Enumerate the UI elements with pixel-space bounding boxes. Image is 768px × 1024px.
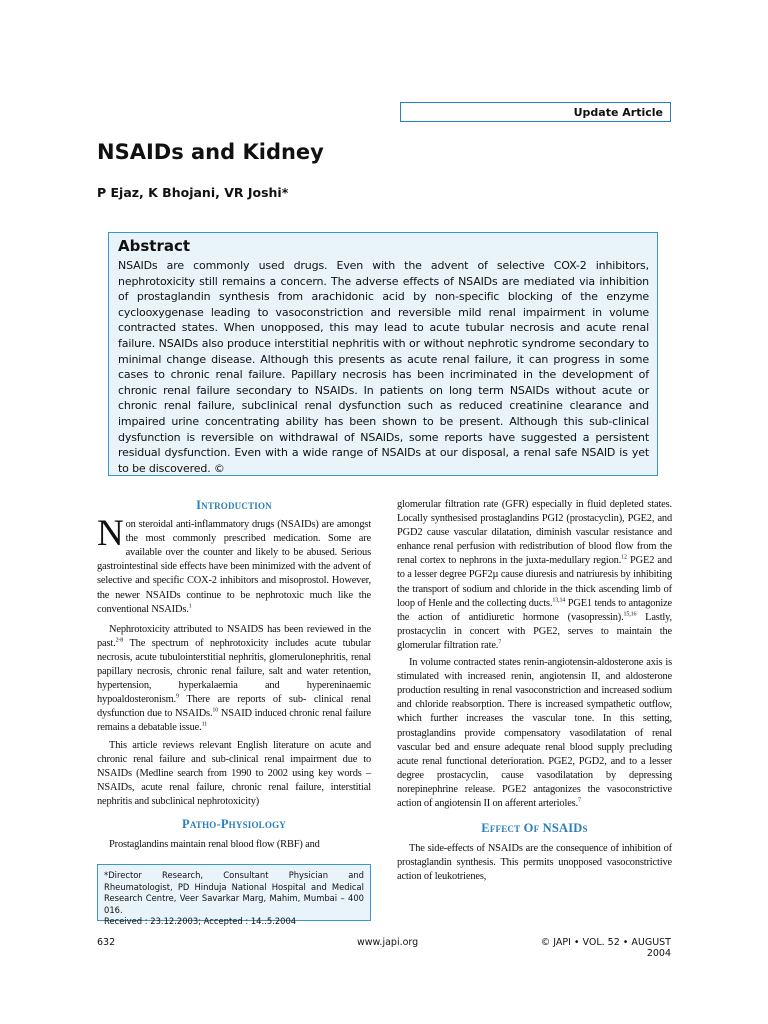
abstract-box [108, 232, 658, 476]
abstract-heading: Abstract [118, 237, 191, 255]
article-title: NSAIDs and Kidney [97, 140, 324, 164]
intro-paragraph-2 [97, 623, 371, 736]
citation-ref: 12 [621, 554, 627, 561]
citation-ref: 1 [188, 603, 192, 610]
intro-p1-text: on steroidal anti-inflammatory drugs (NSAIDs) are amongst the most commonly prescribed medication. Some are available over the counter and likely to be abused. Serious gastrointestinal side effects have been minimized with the advent of selective and specific COX-2 inhibitors and misoprostol. However, the newer NSAIDs continue to be nephrotoxic much like the conventional NSAIDs. [97, 519, 371, 615]
intro-p2-text-b: The spectrum of nephrotoxicity includes acute tubular necrosis, acute tubulointerstitial nephritis, glomerulonephritis, renal papillary necrosis, chronic renal failure, salt and water retention, hypertension, hyperkalaemia and hypereninaemic hypoaldosteronism. [97, 637, 371, 706]
citation-ref: 2-8 [115, 637, 124, 644]
citation-ref: 11 [201, 721, 208, 728]
patho-physiology-heading: Patho-Physiology [182, 816, 286, 831]
left-column [97, 498, 371, 852]
effect-paragraph-1: The side-effects of NSAIDs are the consequence of inhibition of prostaglandin synthesis. This permits unopposed vasoconstrictive action of leukotrienes, [397, 843, 672, 883]
citation-ref: 15,16 [623, 611, 637, 618]
right-p1-text-d: Lastly, prostacyclin in concert with PGE2, serves to maintain the glomerular filtration rate. [397, 611, 672, 651]
journal-citation: © JAPI • VOL. 52 • AUGUST 2004 [540, 937, 671, 959]
citation-ref: 7 [498, 639, 502, 646]
effect-of-nsaids-heading: Effect Of NSAIDs [481, 821, 588, 836]
intro-p2-text-d: NSAID induced chronic renal failure remains a debatable issue. [97, 708, 371, 734]
article-type-label: Update Article [400, 102, 671, 122]
citation-ref: 10 [212, 707, 219, 714]
right-p1-text-c: PGE1 tends to antagonize the action of antidiuretic hormone (vasopressin). [397, 597, 673, 623]
right-p2-text: In volume contracted states renin-angiotensin-aldosterone axis is stimulated with increased renin, angiotensin II, and aldosterone production resulting in renal vasoconstriction and increased sodium and chloride reabsorption. There is increased sympathetic outflow, which further increases the vascular tone. In this setting, prostaglandins provide compensatory vasodilatation of renal vascular bed and ensure adequate renal blood supply precluding acute renal functional deterioration. PGE2, PGD2, and to a lesser degree prostacyclin, cause vasodilatation by depressing norepinephrine release. PGE2 antagonizes the vasoconstrictive action of angiotensin II on afferent arterioles. [397, 657, 672, 809]
drop-cap: N [97, 513, 124, 555]
received-accepted-dates: Received : 23.12.2003; Accepted : 14..5.2004 [104, 916, 297, 926]
affiliation-box [97, 864, 371, 926]
journal-website: www.japi.org [357, 937, 419, 948]
right-paragraph-2 [397, 656, 672, 811]
citation-ref: 7 [578, 797, 581, 804]
right-p1-text-b: PGE2 and to a lesser degree PGF2µ cause diuresis and natriuresis by inhibiting the transport of sodium and chloride in the thick ascending limb of loop of Henle and the collecting ducts. [397, 555, 672, 609]
abstract-text: NSAIDs are commonly used drugs. Even with the advent of selective COX-2 inhibitors, nephrotoxicity still remains a concern. The adverse effects of NSAIDs are mediated via inhibition of prostaglandin synthesis from arachidonic acid by non-specific blocking of the enzyme cyclooxygenase leading to vasoconstriction and reversible mild renal impairment in volume contracted states. When unopposed, this may lead to acute tubular necrosis and acute renal failure. NSAIDs also produce interstitial nephritis with or without nephrotic syndrome secondary to minimal change disease. Although this presents as acute renal failure, it can progress in some cases to chronic renal failure. Papillary necrosis has been incriminated in the development of chronic renal failure secondary to NSAIDs. In patients on long term NSAIDs without acute or chronic renal failure, subclinical renal dysfunction such as reduced creatinine clearance and impaired urine concentrating ability has been shown to be present. Although this sub-clinical dysfunction is reversible on withdrawal of NSAIDs, some reports have suggested a persistent residual dysfunction. Even with a wide range of NSAIDs at our disposal, a renal safe NSAID is yet to be discovered. © [118, 259, 649, 475]
citation-ref: 9 [175, 693, 179, 700]
right-paragraph-1 [397, 498, 672, 653]
intro-p2-text-c: There are reports of sub- clinical renal dysfunction due to NSAIDs. [97, 694, 371, 720]
page-number: 632 [97, 937, 116, 948]
introduction-heading: Introduction [196, 498, 272, 512]
citation-ref: 13,14 [552, 597, 566, 604]
right-p1-text-a: glomerular filtration rate (GFR) especially in fluid depleted states. Locally synthesised prostaglandins PGI2 (prostacyclin), PGE2, and PGD2 cause vascular dilatation, diminish vascular resistance and enhance renal perfusion with redistribution of blood flow from the renal cortex to nephrons in the juxta-medullary region. [397, 499, 672, 567]
patho-paragraph-1: Prostaglandins maintain renal blood flow (RBF) and [109, 839, 320, 851]
author-list: P Ejaz, K Bhojani, VR Joshi* [97, 185, 289, 200]
intro-paragraph-3: This article reviews relevant English literature on acute and chronic renal failure and sub-clinical renal impairment due to NSAIDs (Medline search from 1990 to 2002 using key words – NSAIDs, acute renal failure, chronic renal failure, interstitial nephritis and subclinical nephrotoxicity) [97, 739, 371, 807]
intro-paragraph-1 [97, 513, 371, 617]
intro-p2-text-a: Nephrotoxicity attributed to NSAIDS has been reviewed in the past. [97, 623, 371, 649]
affiliation-text: *Director Research, Consultant Physician and Rheumatologist, PD Hinduja National Hospital and Medical Research Centre, Veer Savarkar Marg, Mahim, Mumbai – 400 016. [104, 870, 364, 915]
right-column [397, 498, 672, 884]
